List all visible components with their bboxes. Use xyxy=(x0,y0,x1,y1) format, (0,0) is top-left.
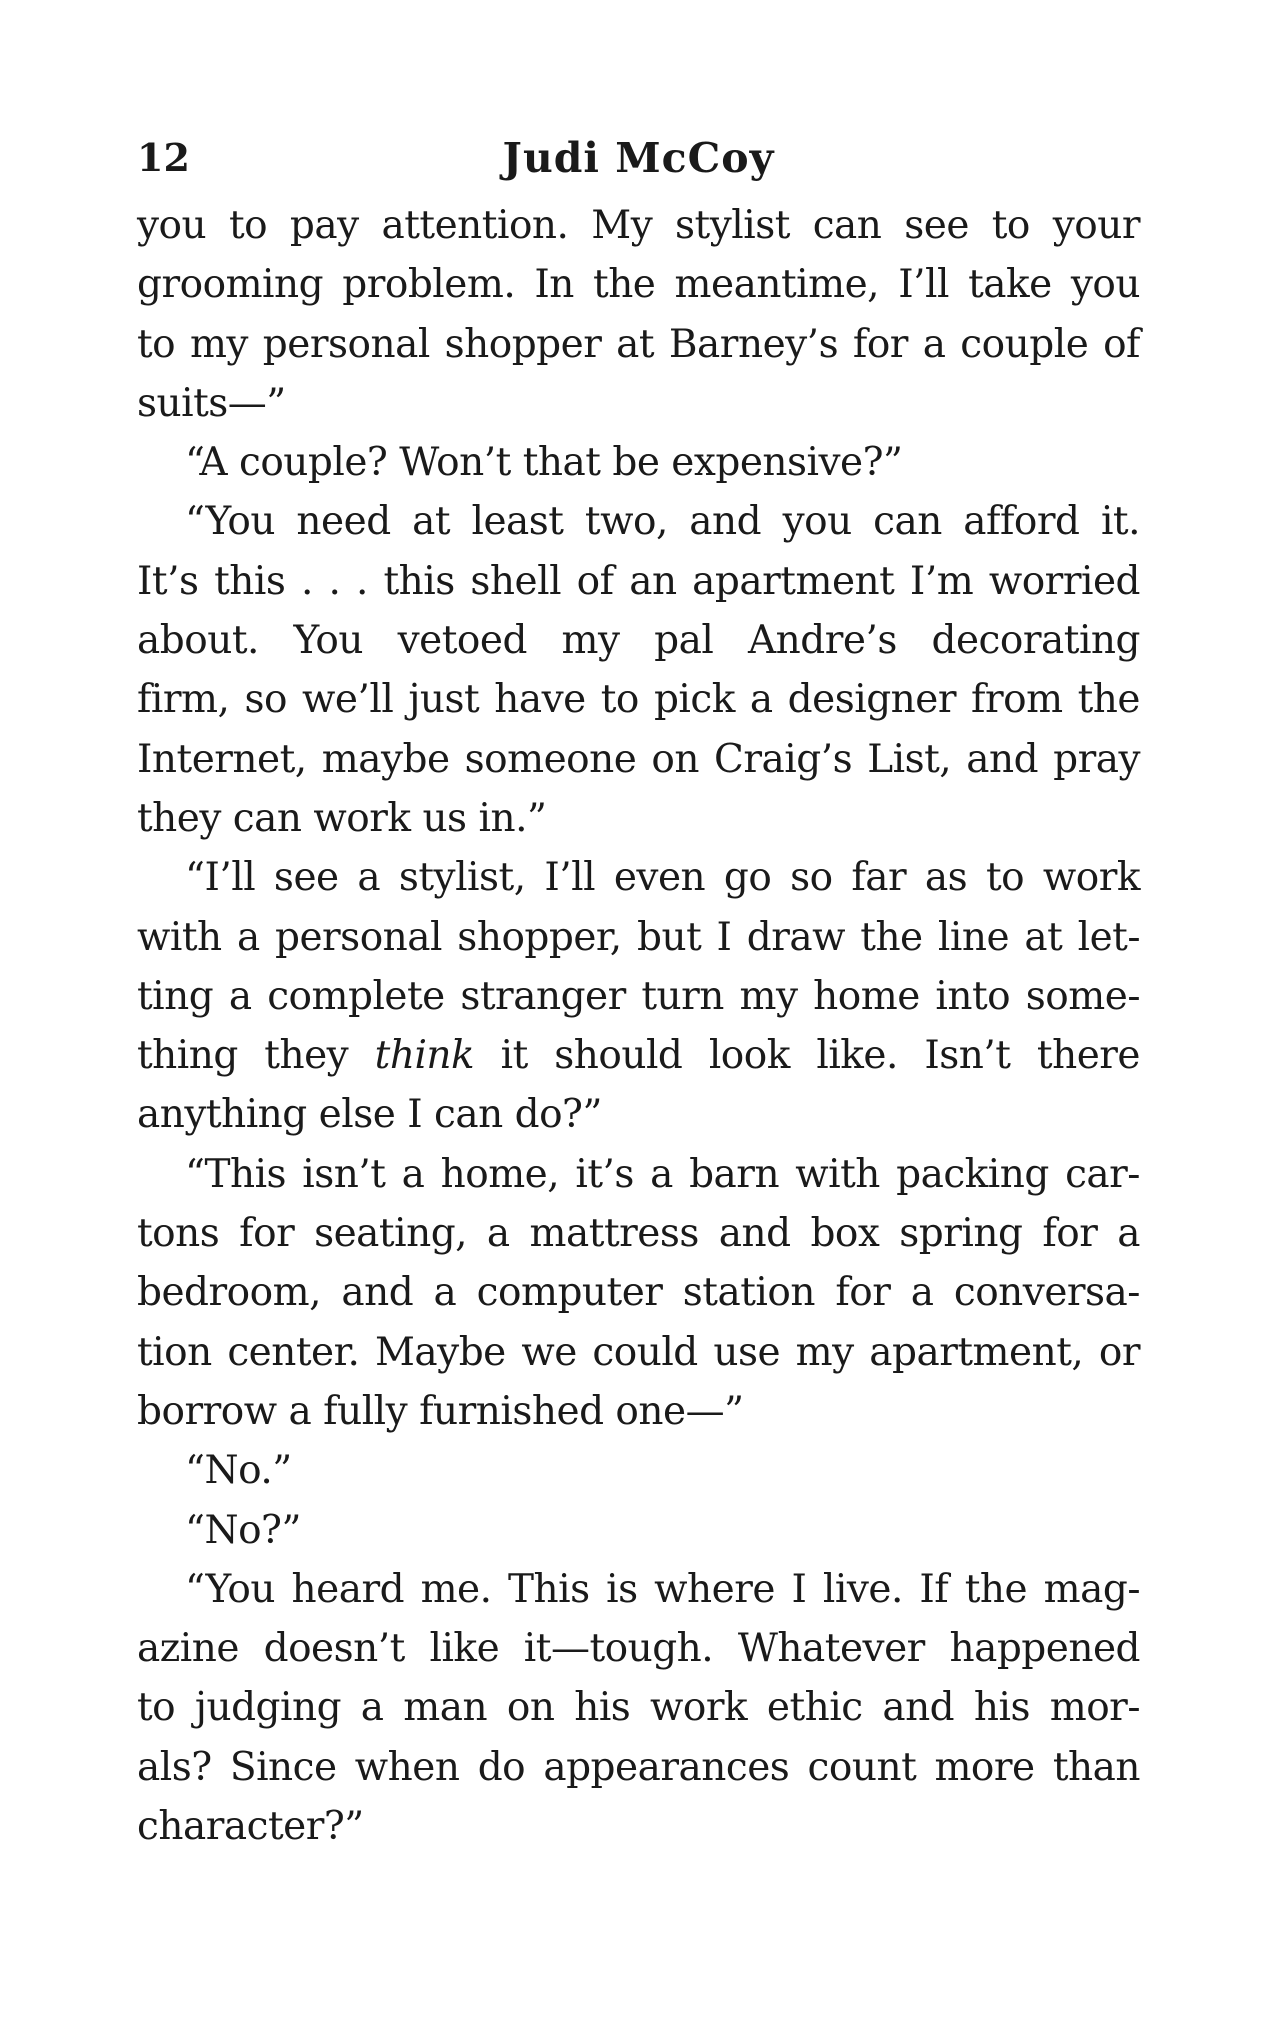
text-line: ting a complete stranger turn my home into some- xyxy=(137,973,1140,1019)
text-line: firm, so we’ll just have to pick a designer from the xyxy=(137,677,1140,723)
text-line: they can work us in.” xyxy=(137,795,547,841)
text-line: tion center. Maybe we could use my apartment, or xyxy=(137,1329,1140,1375)
text-line: “No?” xyxy=(185,1507,301,1553)
text-line: “You need at least two, and you can afford it. xyxy=(185,499,1140,545)
page-number: 12 xyxy=(137,135,190,180)
text-line: you to pay attention. My stylist can see to your xyxy=(137,203,1140,248)
text-line: character?” xyxy=(137,1804,364,1850)
text-line: “No.” xyxy=(185,1448,292,1494)
text-line: “You heard me. This is where I live. If the mag- xyxy=(185,1566,1140,1612)
text-segment: thing they xyxy=(137,1033,375,1079)
text-line: borrow a fully furnished one—” xyxy=(137,1388,744,1434)
text-line: grooming problem. In the meantime, I’ll take you xyxy=(137,262,1140,308)
text-line: It’s this . . . this shell of an apartment I’m worried xyxy=(137,558,1140,604)
running-title: Judi McCoy xyxy=(502,134,775,182)
text-line: anything else I can do?” xyxy=(137,1092,602,1138)
text-line: to judging a man on his work ethic and his mor- xyxy=(137,1685,1140,1731)
text-segment: it should look like. Isn’t there xyxy=(474,1033,1140,1079)
text-line: bedroom, and a computer station for a conversa- xyxy=(137,1270,1140,1316)
italic-emphasis: think xyxy=(374,1033,475,1079)
text-line: als? Since when do appearances count more than xyxy=(137,1744,1140,1790)
body-text xyxy=(137,196,1140,1856)
text-line: suits—” xyxy=(137,380,286,426)
running-head xyxy=(137,128,1140,188)
text-line: tons for seating, a mattress and box spring for a xyxy=(137,1211,1140,1257)
text-line: “A couple? Won’t that be expensive?” xyxy=(185,440,903,486)
text-line: with a personal shopper, but I draw the line at let- xyxy=(137,914,1140,960)
text-line: “I’ll see a stylist, I’ll even go so far as to work xyxy=(185,855,1140,901)
text-line xyxy=(137,1026,1140,1085)
text-line: Internet, maybe someone on Craig’s List, and pray xyxy=(137,736,1140,782)
text-line: about. You vetoed my pal Andre’s decorating xyxy=(137,618,1140,664)
text-line: to my personal shopper at Barney’s for a couple of xyxy=(137,321,1140,367)
text-line: “This isn’t a home, it’s a barn with packing car- xyxy=(185,1151,1140,1197)
text-line: azine doesn’t like it—tough. Whatever happened xyxy=(137,1626,1140,1672)
